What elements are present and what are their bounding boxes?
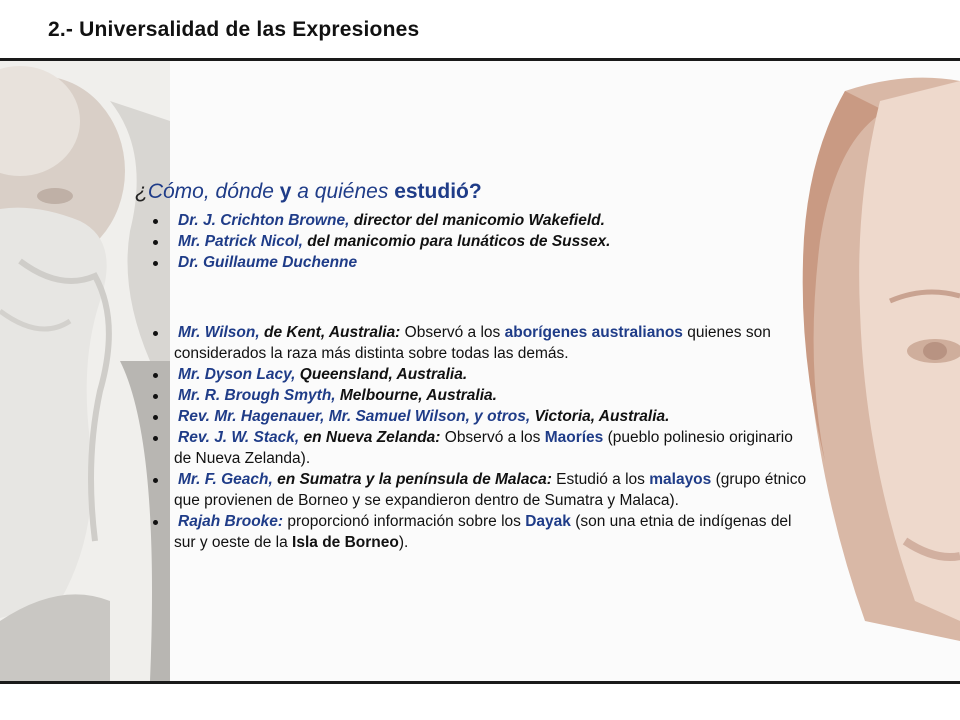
study-question xyxy=(135,180,482,204)
researchers-list xyxy=(150,210,750,273)
list-item: Mr. F. Geach, en Sumatra y la península de Malaca: Estudió a los malayos (grupo étnico que provienen de Borneo y se expandieron dentro de Sumatra y Malaca). xyxy=(150,469,810,511)
list-item: Dr. Guillaume Duchenne xyxy=(150,252,750,273)
slide-title: 2.- Universalidad de las Expresiones xyxy=(48,18,420,41)
list-item: Dr. J. Crichton Browne, director del manicomio Wakefield. xyxy=(150,210,750,231)
bearded-elder-portrait xyxy=(0,61,170,681)
list-item: Mr. Wilson, de Kent, Australia: Observó a los aborígenes australianos quienes son considerados la raza más distinta sobre todas las demás. xyxy=(150,322,810,364)
list-item: Mr. R. Brough Smyth, Melbourne, Australia. xyxy=(150,385,810,406)
list-item: Rev. J. W. Stack, en Nueva Zelanda: Observó a los Maoríes (pueblo polinesio originario de Nueva Zelanda). xyxy=(150,427,810,469)
question-estudio: estudió? xyxy=(394,180,482,203)
list-item: Rajah Brooke: proporcionó información sobre los Dayak (son una etnia de indígenas del sur y oeste de la Isla de Borneo). xyxy=(150,511,810,553)
question-como: Cómo, xyxy=(147,180,216,203)
list-item: Mr. Patrick Nicol, del manicomio para lunáticos de Sussex. xyxy=(150,231,750,252)
observers-list xyxy=(150,322,810,553)
question-a-quienes: a quiénes xyxy=(297,180,395,203)
list-item: Rev. Mr. Hagenauer, Mr. Samuel Wilson, y otros, Victoria, Australia. xyxy=(150,406,810,427)
list-item: Mr. Dyson Lacy, Queensland, Australia. xyxy=(150,364,810,385)
woman-face-portrait xyxy=(785,61,960,681)
question-donde: dónde xyxy=(215,180,280,203)
question-mark-open: ¿ xyxy=(135,180,148,203)
question-y: y xyxy=(279,180,298,203)
